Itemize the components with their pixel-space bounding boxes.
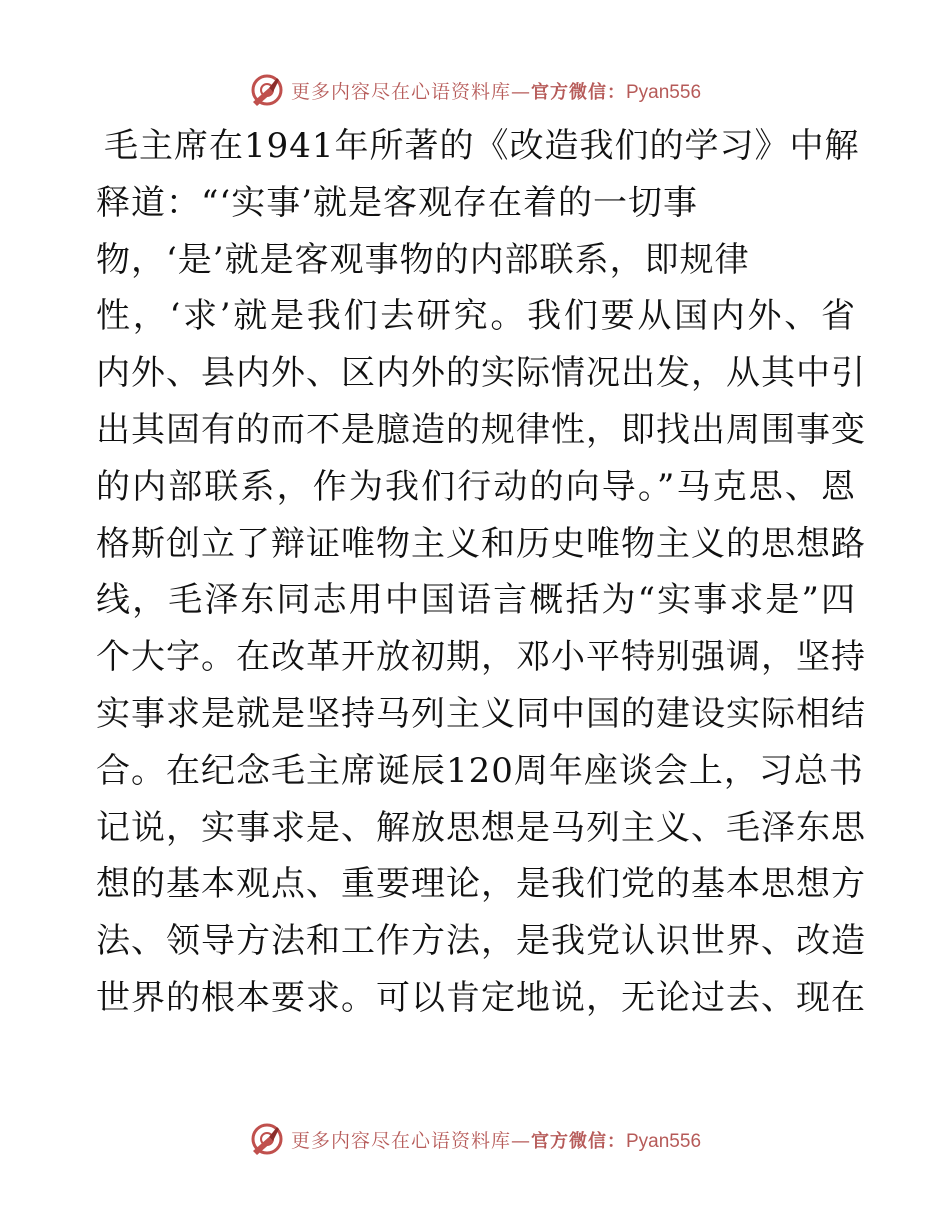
body-line-8: 格斯创立了辩证唯物主义和历史唯物主义的思想路 [96, 523, 866, 564]
body-line-15: 法、领导方法和工作方法，是我党认识世界、改造 [96, 921, 866, 962]
header-wechat-label: 官方微信： [531, 81, 626, 103]
body-line-10: 个大字。在改革开放初期，邓小平特别强调，坚持 [96, 637, 866, 678]
body-line-13: 记说，实事求是、解放思想是马列主义、毛泽东思 [96, 807, 866, 848]
header-banner-separator: — [511, 80, 531, 103]
body-line-1: 毛主席在1941年所著的《改造我们的学习》中解 [104, 126, 860, 166]
body-line-9: 线，毛泽东同志用中国语言概括为“实事求是”四 [96, 580, 856, 621]
footer-wechat-account: Pyan556 [626, 1130, 702, 1152]
body-line-3: 物，‘是’就是客观事物的内部联系，即规律 [96, 239, 750, 280]
footer-wechat-label: 官方微信： [531, 1130, 626, 1152]
footer-banner-text [291, 1126, 701, 1153]
body-line-4: 性，‘求’就是我们去研究。我们要从国内外、省 [96, 296, 856, 337]
body-line-2: 释道：“‘实事’就是客观存在着的一切事 [96, 182, 698, 223]
document-body [96, 118, 866, 1027]
pen-logo-icon [249, 72, 285, 108]
header-wechat-account: Pyan556 [626, 81, 702, 103]
body-line-6: 出其固有的而不是臆造的规律性，即找出周围事变 [96, 409, 866, 450]
footer-banner-title: 更多内容尽在心语资料库 [290, 1129, 511, 1152]
footer-banner-separator: — [511, 1129, 531, 1152]
body-line-14: 想的基本观点、重要理论，是我们党的基本思想方 [96, 864, 866, 905]
body-line-12: 合。在纪念毛主席诞辰120周年座谈会上，习总书 [96, 750, 864, 791]
footer-watermark-banner [0, 1119, 950, 1159]
body-line-5: 内外、县内外、区内外的实际情况出发，从其中引 [96, 353, 866, 394]
header-watermark-banner [0, 70, 950, 110]
header-banner-text [291, 77, 701, 104]
body-line-11: 实事求是就是坚持马列主义同中国的建设实际相结 [96, 693, 866, 734]
body-line-7: 的内部联系，作为我们行动的向导。”马克思、恩 [96, 466, 856, 507]
pen-logo-icon [249, 1121, 285, 1157]
header-banner-title: 更多内容尽在心语资料库 [290, 80, 511, 103]
body-line-16: 世界的根本要求。可以肯定地说，无论过去、现在 [96, 977, 866, 1018]
